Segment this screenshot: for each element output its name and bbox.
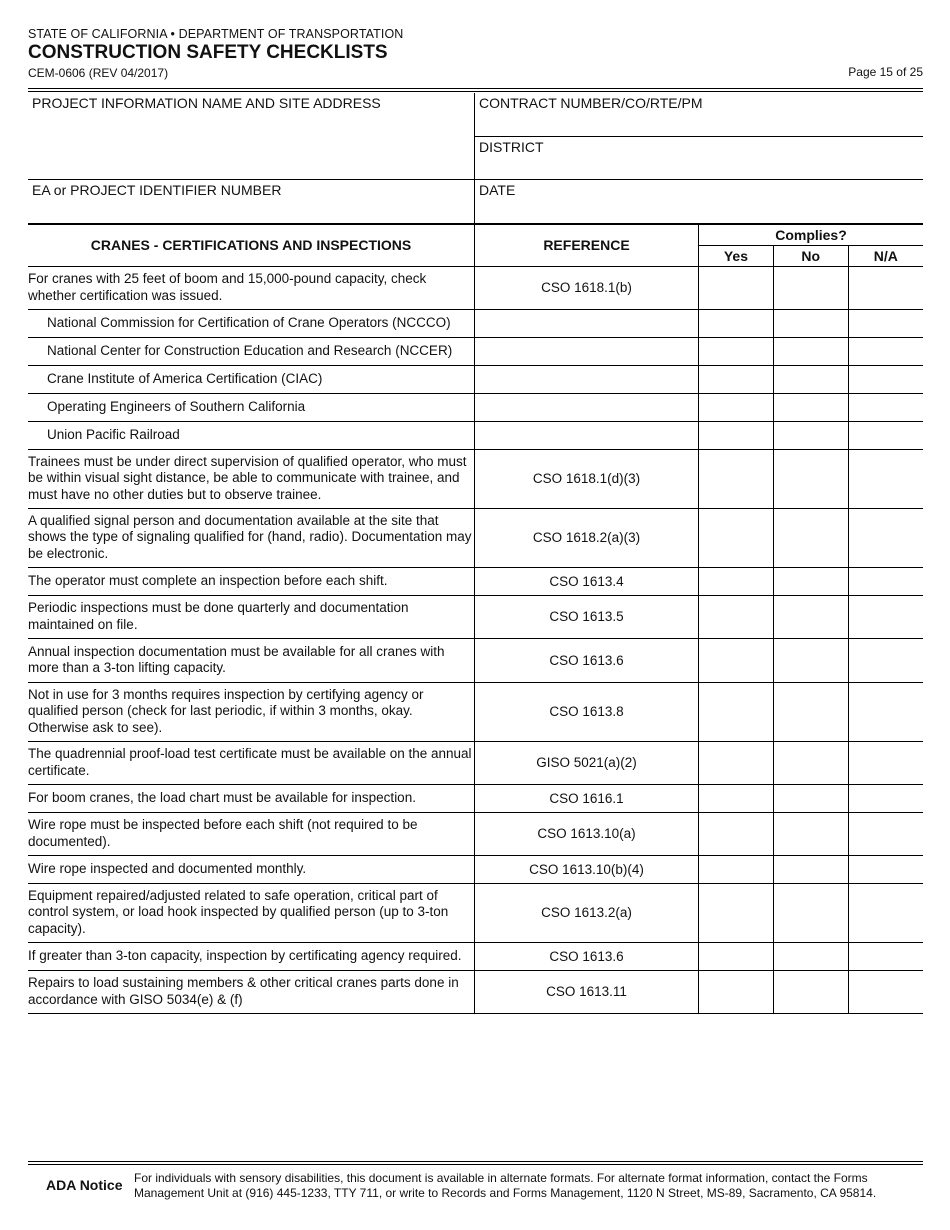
no-checkbox[interactable] [773, 682, 848, 741]
project-info-field[interactable]: PROJECT INFORMATION NAME AND SITE ADDRESS [32, 95, 381, 111]
yes-checkbox[interactable] [699, 855, 774, 883]
row-reference: CSO 1613.6 [475, 942, 699, 970]
yes-checkbox[interactable] [699, 309, 774, 337]
table-row [28, 567, 923, 595]
na-checkbox[interactable] [848, 337, 923, 365]
table-row [28, 508, 923, 567]
na-checkbox[interactable] [848, 393, 923, 421]
table-row [28, 883, 923, 942]
yes-checkbox[interactable] [699, 393, 774, 421]
complies-header: Complies? [699, 224, 924, 245]
table-row [28, 365, 923, 393]
na-header: N/A [848, 245, 923, 266]
table-row [28, 449, 923, 508]
row-reference: CSO 1618.1(d)(3) [475, 449, 699, 508]
district-field[interactable]: DISTRICT [479, 139, 544, 155]
yes-checkbox[interactable] [699, 337, 774, 365]
no-checkbox[interactable] [773, 449, 848, 508]
no-checkbox[interactable] [773, 970, 848, 1013]
row-description: Equipment repaired/adjusted related to safe operation, critical part of control system, or load hook inspected by qualified person (up to 3-ton capacity). [28, 883, 475, 942]
table-row [28, 266, 923, 309]
row-description: The quadrennial proof-load test certificate must be available on the annual certificate. [28, 741, 475, 784]
row-reference: CSO 1613.8 [475, 682, 699, 741]
row-description: Trainees must be under direct supervision of qualified operator, who must be within visual sight distance, be able to communicate with trainee, and must have no other duties but to observe trainee. [28, 449, 475, 508]
yes-checkbox[interactable] [699, 365, 774, 393]
no-checkbox[interactable] [773, 784, 848, 812]
row-description: Wire rope must be inspected before each shift (not required to be documented). [28, 812, 475, 855]
yes-checkbox[interactable] [699, 812, 774, 855]
footer-divider [28, 1161, 923, 1162]
yes-checkbox[interactable] [699, 638, 774, 682]
na-checkbox[interactable] [848, 508, 923, 567]
form-number: CEM-0606 (REV 04/2017) [28, 66, 169, 80]
agency-name: STATE OF CALIFORNIA • DEPARTMENT OF TRANSPORTATION [28, 27, 404, 41]
table-row [28, 309, 923, 337]
ada-notice-text: For individuals with sensory disabilities, this document is available in alternate formats. For alternate format information, contact the Forms Management Unit at (916) 445-1233, TTY 711, or write to Records and Forms Management, 1120 N Street, MS-89, Sacramento, CA 95814. [134, 1171, 877, 1200]
yes-checkbox[interactable] [699, 682, 774, 741]
table-row [28, 682, 923, 741]
project-info-right [475, 93, 923, 223]
yes-checkbox[interactable] [699, 508, 774, 567]
yes-checkbox[interactable] [699, 595, 774, 638]
project-info-left [28, 93, 475, 223]
table-row [28, 784, 923, 812]
row-reference [475, 337, 699, 365]
row-reference: CSO 1613.5 [475, 595, 699, 638]
na-checkbox[interactable] [848, 567, 923, 595]
no-checkbox[interactable] [773, 365, 848, 393]
row-reference: CSO 1618.2(a)(3) [475, 508, 699, 567]
row-description: National Commission for Certification of Crane Operators (NCCCO) [28, 309, 475, 337]
na-checkbox[interactable] [848, 784, 923, 812]
table-row [28, 421, 923, 449]
ada-notice-label: ADA Notice [46, 1177, 123, 1193]
na-checkbox[interactable] [848, 812, 923, 855]
table-row [28, 638, 923, 682]
header-divider-inner [28, 91, 923, 92]
date-field[interactable]: DATE [479, 182, 516, 198]
row-reference: GISO 5021(a)(2) [475, 741, 699, 784]
table-row [28, 393, 923, 421]
row-description: Union Pacific Railroad [28, 421, 475, 449]
no-checkbox[interactable] [773, 421, 848, 449]
row-reference: CSO 1613.6 [475, 638, 699, 682]
yes-header: Yes [699, 245, 774, 266]
yes-checkbox[interactable] [699, 784, 774, 812]
table-row [28, 595, 923, 638]
row-reference: CSO 1613.11 [475, 970, 699, 1013]
row-description: Operating Engineers of Southern California [28, 393, 475, 421]
yes-checkbox[interactable] [699, 741, 774, 784]
row-description: If greater than 3-ton capacity, inspection by certificating agency required. [28, 942, 475, 970]
na-checkbox[interactable] [848, 970, 923, 1013]
yes-checkbox[interactable] [699, 421, 774, 449]
yes-checkbox[interactable] [699, 266, 774, 309]
yes-checkbox[interactable] [699, 970, 774, 1013]
na-checkbox[interactable] [848, 855, 923, 883]
reference-header: REFERENCE [475, 224, 699, 266]
yes-checkbox[interactable] [699, 449, 774, 508]
no-header: No [773, 245, 848, 266]
no-checkbox[interactable] [773, 309, 848, 337]
row-description: For cranes with 25 feet of boom and 15,000-pound capacity, check whether certification was issued. [28, 266, 475, 309]
field-divider [475, 179, 923, 180]
row-description: Repairs to load sustaining members & other critical cranes parts done in accordance with GISO 5034(e) & (f) [28, 970, 475, 1013]
form-title: CONSTRUCTION SAFETY CHECKLISTS [28, 42, 388, 63]
row-reference [475, 309, 699, 337]
project-info-block [28, 93, 923, 223]
row-description: For boom cranes, the load chart must be available for inspection. [28, 784, 475, 812]
yes-checkbox[interactable] [699, 942, 774, 970]
table-row [28, 942, 923, 970]
row-reference: CSO 1613.10(a) [475, 812, 699, 855]
row-description: Crane Institute of America Certification (CIAC) [28, 365, 475, 393]
no-checkbox[interactable] [773, 812, 848, 855]
row-reference [475, 365, 699, 393]
form-header [28, 27, 923, 80]
no-checkbox[interactable] [773, 638, 848, 682]
row-description: Annual inspection documentation must be available for all cranes with more than a 3-ton lifting capacity. [28, 638, 475, 682]
na-checkbox[interactable] [848, 421, 923, 449]
no-checkbox[interactable] [773, 393, 848, 421]
table-row [28, 337, 923, 365]
na-checkbox[interactable] [848, 309, 923, 337]
row-reference: CSO 1613.4 [475, 567, 699, 595]
section-title: CRANES - CERTIFICATIONS AND INSPECTIONS [28, 224, 475, 266]
table-row [28, 812, 923, 855]
no-checkbox[interactable] [773, 883, 848, 942]
na-checkbox[interactable] [848, 595, 923, 638]
no-checkbox[interactable] [773, 337, 848, 365]
na-checkbox[interactable] [848, 266, 923, 309]
no-checkbox[interactable] [773, 266, 848, 309]
na-checkbox[interactable] [848, 638, 923, 682]
no-checkbox[interactable] [773, 741, 848, 784]
no-checkbox[interactable] [773, 567, 848, 595]
na-checkbox[interactable] [848, 883, 923, 942]
table-row [28, 970, 923, 1013]
row-reference [475, 393, 699, 421]
na-checkbox[interactable] [848, 741, 923, 784]
no-checkbox[interactable] [773, 508, 848, 567]
yes-checkbox[interactable] [699, 883, 774, 942]
contract-number-field[interactable]: CONTRACT NUMBER/CO/RTE/PM [479, 95, 703, 111]
row-description: Wire rope inspected and documented monthly. [28, 855, 475, 883]
na-checkbox[interactable] [848, 365, 923, 393]
row-reference: CSO 1613.2(a) [475, 883, 699, 942]
checklist-table [28, 223, 923, 1014]
table-row [28, 855, 923, 883]
no-checkbox[interactable] [773, 595, 848, 638]
field-divider [28, 179, 474, 180]
na-checkbox[interactable] [848, 449, 923, 508]
footer-divider-inner [28, 1164, 923, 1165]
row-description: The operator must complete an inspection before each shift. [28, 567, 475, 595]
table-row [28, 741, 923, 784]
no-checkbox[interactable] [773, 855, 848, 883]
header-divider [28, 88, 923, 89]
row-description: Not in use for 3 months requires inspection by certifying agency or qualified person (check for last periodic, if within 3 months, okay. Otherwise ask to see). [28, 682, 475, 741]
page-number: Page 15 of 25 [848, 65, 923, 79]
field-divider [475, 136, 923, 137]
row-reference [475, 421, 699, 449]
row-description: A qualified signal person and documentation available at the site that shows the type of signaling qualified for (hand, radio). Documentation may be electronic. [28, 508, 475, 567]
yes-checkbox[interactable] [699, 567, 774, 595]
na-checkbox[interactable] [848, 942, 923, 970]
row-description: Periodic inspections must be done quarterly and documentation maintained on file. [28, 595, 475, 638]
no-checkbox[interactable] [773, 942, 848, 970]
na-checkbox[interactable] [848, 682, 923, 741]
row-reference: CSO 1618.1(b) [475, 266, 699, 309]
row-reference: CSO 1616.1 [475, 784, 699, 812]
row-description: National Center for Construction Education and Research (NCCER) [28, 337, 475, 365]
row-reference: CSO 1613.10(b)(4) [475, 855, 699, 883]
ea-field[interactable]: EA or PROJECT IDENTIFIER NUMBER [32, 182, 282, 198]
